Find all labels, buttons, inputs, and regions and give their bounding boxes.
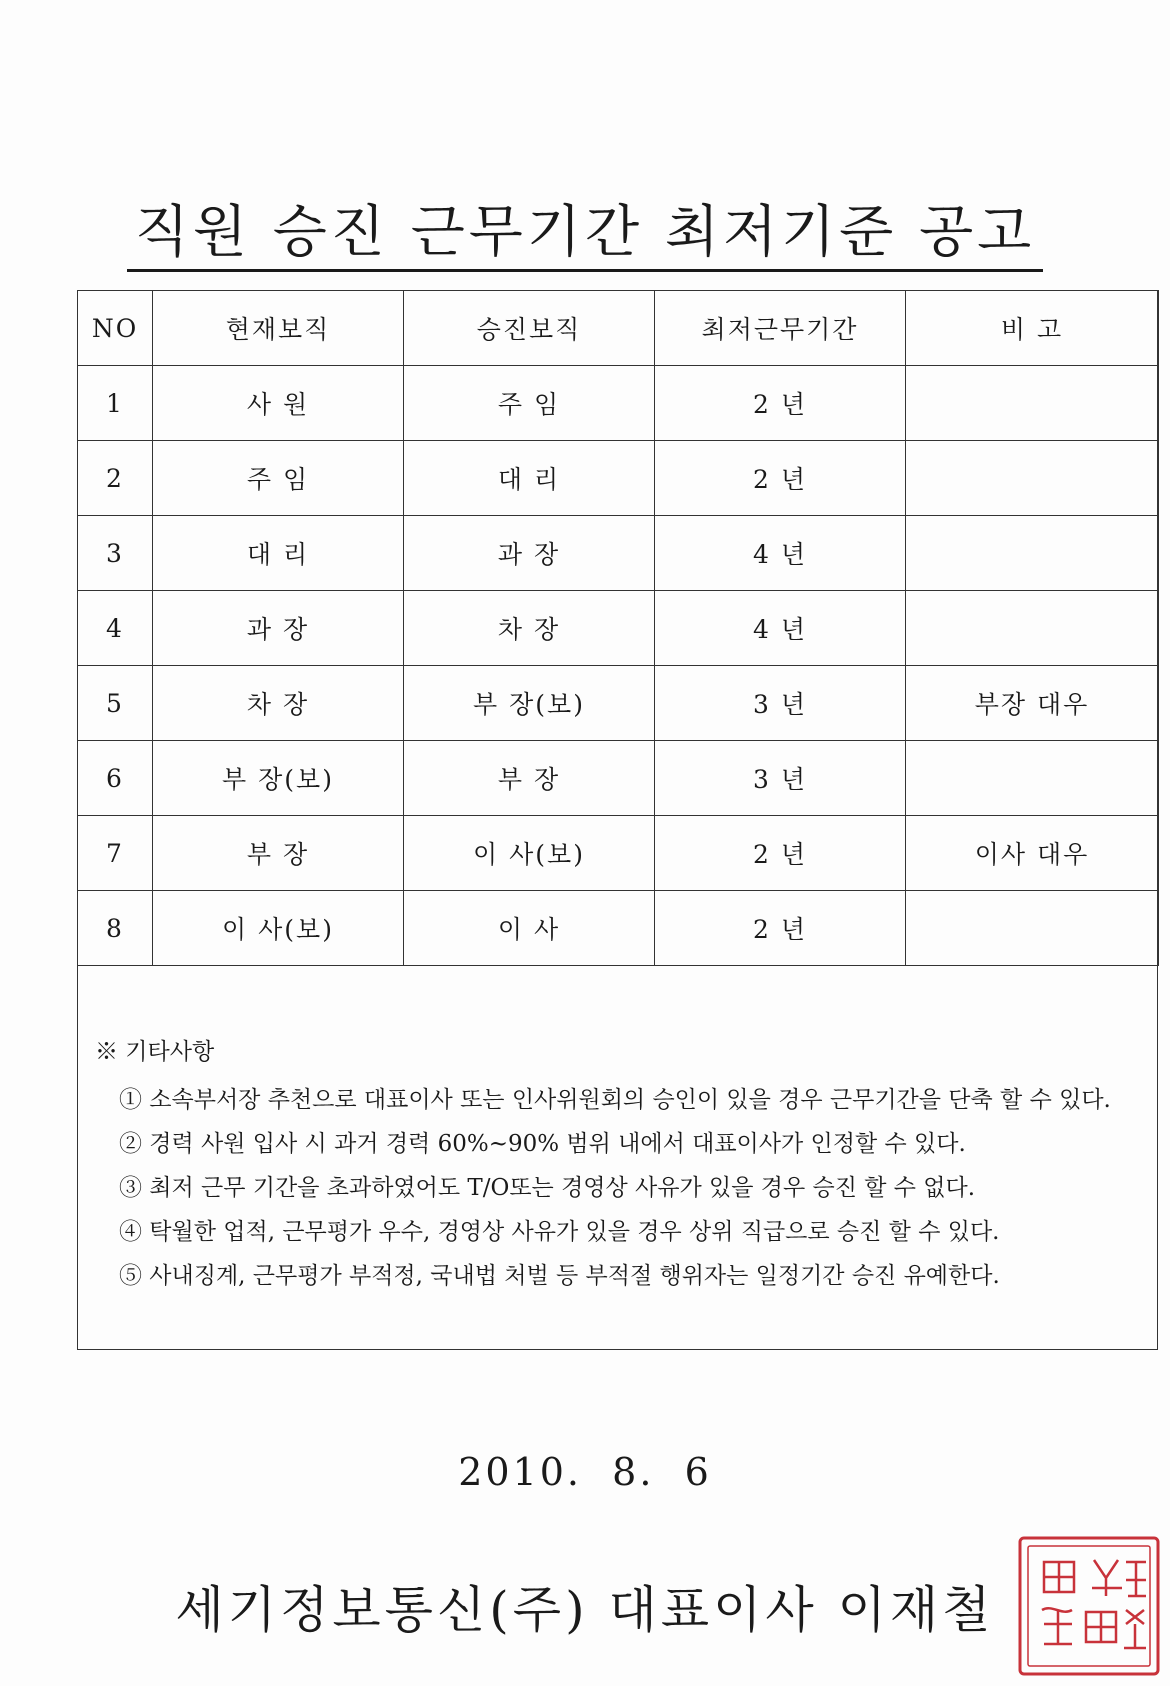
table-row <box>78 591 1159 666</box>
cell-current: 이 사(보) <box>153 891 404 966</box>
cell-remarks: 부장 대우 <box>906 666 1159 741</box>
cell-no: 6 <box>78 741 153 816</box>
cell-period: 4 년 <box>655 516 906 591</box>
cell-period: 2 년 <box>655 366 906 441</box>
cell-period: 3 년 <box>655 741 906 816</box>
table-row <box>78 816 1159 891</box>
cell-current: 부 장(보) <box>153 741 404 816</box>
cell-remarks <box>906 591 1159 666</box>
cell-promoted: 부 장(보) <box>404 666 655 741</box>
signature-line: 세기정보통신(주) 대표이사 이재철 <box>175 1581 995 1639</box>
notes-section <box>95 1030 1155 1298</box>
cell-current: 과 장 <box>153 591 404 666</box>
table-row <box>78 891 1159 966</box>
cell-promoted: 이 사(보) <box>404 816 655 891</box>
company-seal-icon <box>1014 1532 1164 1680</box>
cell-remarks <box>906 441 1159 516</box>
cell-no: 2 <box>78 441 153 516</box>
cell-promoted: 이 사 <box>404 891 655 966</box>
cell-promoted: 과 장 <box>404 516 655 591</box>
cell-promoted: 부 장 <box>404 741 655 816</box>
header-no: NO <box>78 291 153 366</box>
cell-period: 3 년 <box>655 666 906 741</box>
note-item: ② 경력 사원 입사 시 과거 경력 60%~90% 범위 내에서 대표이사가 인정할 수 있다. <box>119 1131 966 1157</box>
cell-no: 4 <box>78 591 153 666</box>
note-item: ③ 최저 근무 기간을 초과하였어도 T/O또는 경영상 사유가 있을 경우 승진 할 수 없다. <box>119 1175 976 1201</box>
cell-period: 4 년 <box>655 591 906 666</box>
header-minimum-period: 최저근무기간 <box>655 291 906 366</box>
cell-no: 5 <box>78 666 153 741</box>
cell-current: 주 임 <box>153 441 404 516</box>
cell-no: 7 <box>78 816 153 891</box>
page-title-text: 직원 승진 근무기간 최저기준 공고 <box>127 200 1044 272</box>
cell-promoted: 주 임 <box>404 366 655 441</box>
table-row <box>78 741 1159 816</box>
header-remarks: 비 고 <box>906 291 1159 366</box>
table-row <box>78 666 1159 741</box>
table-row <box>78 366 1159 441</box>
cell-remarks: 이사 대우 <box>906 816 1159 891</box>
table-row <box>78 441 1159 516</box>
cell-current: 부 장 <box>153 816 404 891</box>
note-item: ④ 탁월한 업적, 근무평가 우수, 경영상 사유가 있을 경우 상위 직급으로 승진 할 수 있다. <box>119 1219 1000 1245</box>
document-date: 2010. 8. 6 <box>458 1450 712 1494</box>
promotion-table <box>77 290 1159 966</box>
cell-period: 2 년 <box>655 891 906 966</box>
cell-no: 3 <box>78 516 153 591</box>
table-header-row <box>78 291 1159 366</box>
cell-remarks <box>906 366 1159 441</box>
header-current-position: 현재보직 <box>153 291 404 366</box>
cell-no: 1 <box>78 366 153 441</box>
cell-remarks <box>906 516 1159 591</box>
cell-current: 사 원 <box>153 366 404 441</box>
cell-current: 차 장 <box>153 666 404 741</box>
cell-no: 8 <box>78 891 153 966</box>
note-item: ⑤ 사내징계, 근무평가 부적정, 국내법 처벌 등 부적절 행위자는 일정기간 승진 유예한다. <box>119 1263 1000 1289</box>
table-row <box>78 516 1159 591</box>
cell-promoted: 대 리 <box>404 441 655 516</box>
cell-promoted: 차 장 <box>404 591 655 666</box>
cell-current: 대 리 <box>153 516 404 591</box>
page-title <box>0 188 1170 268</box>
cell-period: 2 년 <box>655 441 906 516</box>
notes-heading: ※ 기타사항 <box>95 1039 215 1065</box>
header-promoted-position: 승진보직 <box>404 291 655 366</box>
cell-period: 2 년 <box>655 816 906 891</box>
cell-remarks <box>906 741 1159 816</box>
cell-remarks <box>906 891 1159 966</box>
note-item: ① 소속부서장 추천으로 대표이사 또는 인사위원회의 승인이 있을 경우 근무기간을 단축 할 수 있다. <box>119 1087 1111 1113</box>
